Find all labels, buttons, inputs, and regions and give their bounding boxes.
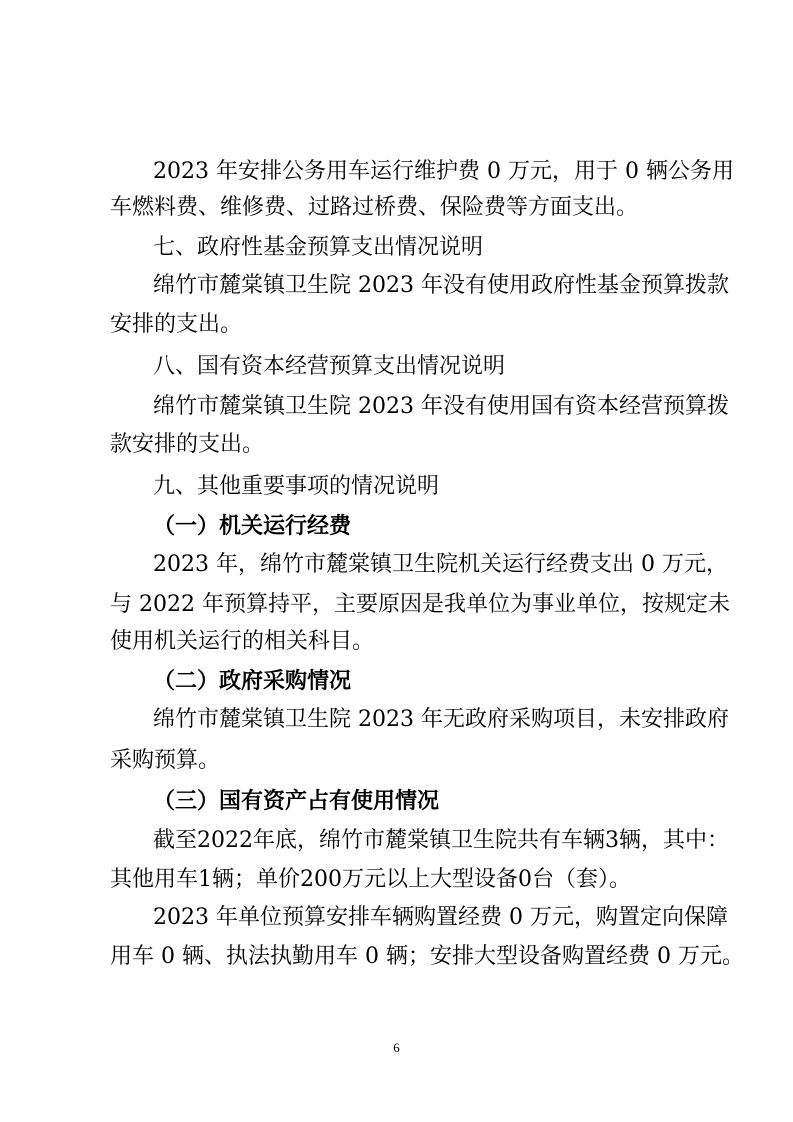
paragraph-operating-costs-line2: 与 2022 年预算持平，主要原因是我单位为事业单位，按规定未 bbox=[110, 592, 730, 617]
paragraph-govfund-line1: 绵竹市麓棠镇卫生院 2023 年没有使用政府性基金预算拨款 bbox=[153, 273, 729, 298]
paragraph-operating-costs-line1: 2023 年，绵竹市麓棠镇卫生院机关运行经费支出 0 万元， bbox=[153, 552, 728, 577]
paragraph-stateowned-line2: 款安排的支出。 bbox=[110, 432, 265, 457]
subheading-assets: （三）国有资产占有使用情况 bbox=[153, 789, 440, 814]
paragraph-vehicle-maintenance-line2: 车燃料费、维修费、过路过桥费、保险费等方面支出。 bbox=[110, 195, 639, 220]
paragraph-stateowned-line1: 绵竹市麓棠镇卫生院 2023 年没有使用国有资本经营预算拨 bbox=[153, 394, 729, 419]
paragraph-procurement-line2: 采购预算。 bbox=[110, 748, 221, 773]
paragraph-assets-line1: 截至2022年底，绵竹市麓棠镇卫生院共有车辆3辆，其中： bbox=[153, 828, 729, 853]
heading-section-8: 八、国有资本经营预算支出情况说明 bbox=[153, 354, 506, 379]
page-number: 6 bbox=[393, 1040, 400, 1055]
paragraph-procurement-line1: 绵竹市麓棠镇卫生院 2023 年无政府采购项目，未安排政府 bbox=[153, 707, 729, 732]
heading-section-9: 九、其他重要事项的情况说明 bbox=[153, 474, 440, 499]
paragraph-vehicle-maintenance-line1: 2023 年安排公务用车运行维护费 0 万元，用于 0 辆公务用 bbox=[153, 159, 734, 184]
paragraph-govfund-line2: 安排的支出。 bbox=[110, 312, 243, 337]
subheading-procurement: （二）政府采购情况 bbox=[153, 669, 352, 694]
paragraph-purchase-line1: 2023 年单位预算安排车辆购置经费 0 万元，购置定向保障 bbox=[153, 905, 728, 930]
subheading-operating-costs: （一）机关运行经费 bbox=[153, 514, 352, 539]
heading-section-7: 七、政府性基金预算支出情况说明 bbox=[153, 235, 484, 260]
paragraph-purchase-line2: 用车 0 辆、执法执勤用车 0 辆；安排大型设备购置经费 0 万元。 bbox=[110, 944, 744, 969]
paragraph-assets-line2: 其他用车1辆；单价200万元以上大型设备0台（套）。 bbox=[110, 867, 631, 892]
paragraph-operating-costs-line3: 使用机关运行的相关科目。 bbox=[110, 629, 375, 654]
